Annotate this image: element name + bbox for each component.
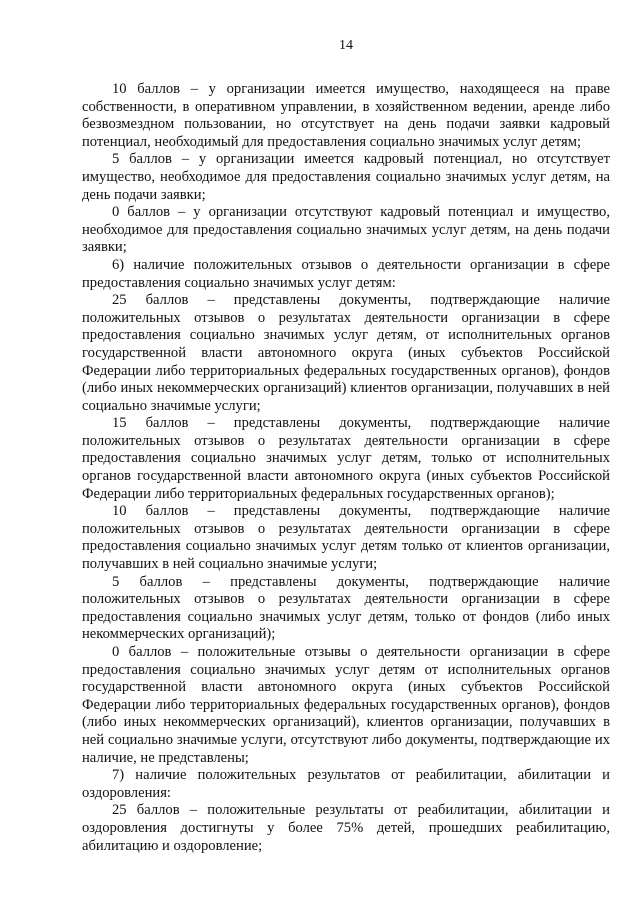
page-number: 14 xyxy=(339,38,353,53)
paragraph-criterion-7-rehabilitation: 7) наличие положительных результатов от реабилитации, абилитации и оздоровления: xyxy=(82,767,610,801)
paragraph-criterion-6-reviews: 6) наличие положительных отзывов о деятельности организации в сфере предоставления социально значимых услуг детям: xyxy=(82,256,610,291)
paragraph-0-points-none: 0 баллов – у организации отсутствуют кадровый потенциал и имущество, необходимое для предоставления социально значимых услуг детям, на день подачи заявки; xyxy=(82,204,610,256)
paragraph-5-points-staff: 5 баллов – у организации имеется кадровый потенциал, но отсутствует имущество, необходимое для предоставления социально значимых услуг детям, на день подачи заявки; xyxy=(82,151,610,203)
paragraph-25-points-reviews: 25 баллов – представлены документы, подтверждающие наличие положительных отзывов о результатах деятельности организации в сфере предоставления социально значимых услуг детям, от исполнительных органов государственной власти автономного округа (иных субъектов Российской Федерации либо территориальных федеральных государственных органов), фондов (либо иных некоммерческих организаций) клиентов организации, получавших в ней социально значимые услуги; xyxy=(82,292,610,414)
paragraph-0-points-reviews: 0 баллов – положительные отзывы о деятельности организации в сфере предоставления социально значимых услуг детям от исполнительных органов государственной власти автономного округа (иных субъектов Российской Федерации либо территориальных федеральных государственных органов), фондов (либо иных некоммерческих организаций), клиентов организации, получавших в ней социально значимые услуги, отсутствуют либо документы, подтверждающие их наличие, не представлены; xyxy=(82,644,610,766)
paragraph-10-points-reviews: 10 баллов – представлены документы, подтверждающие наличие положительных отзывов о результатах деятельности организации в сфере предоставления социально значимых услуг детям только от клиентов организации, получавших в ней социально значимые услуги; xyxy=(82,503,610,573)
paragraph-15-points-reviews: 15 баллов – представлены документы, подтверждающие наличие положительных отзывов о результатах деятельности организации в сфере предоставления социально значимых услуг детям, только от исполнительных органов государственной власти автономного округа (иных субъектов Российской Федерации либо территориальных федеральных государственных органов); xyxy=(82,415,610,502)
paragraph-25-points-rehabilitation: 25 баллов – положительные результаты от реабилитации, абилитации и оздоровления достигнуты у более 75% детей, прошедших реабилитацию, абилитацию и оздоровление; xyxy=(82,802,610,854)
paragraph-10-points-property: 10 баллов – у организации имеется имущество, находящееся на праве собственности, в оперативном управлении, в хозяйственном ведении, аренде либо безвозмездном пользовании, но отсутствует на день подачи заявки кадровый потенциал, необходимый для предоставления социально значимых услуг детям; xyxy=(82,81,610,150)
paragraph-5-points-reviews: 5 баллов – представлены документы, подтверждающие наличие положительных отзывов о результатах деятельности организации в сфере предоставления социально значимых услуг детям, только от фондов (либо иных некоммерческих организаций); xyxy=(82,573,610,643)
